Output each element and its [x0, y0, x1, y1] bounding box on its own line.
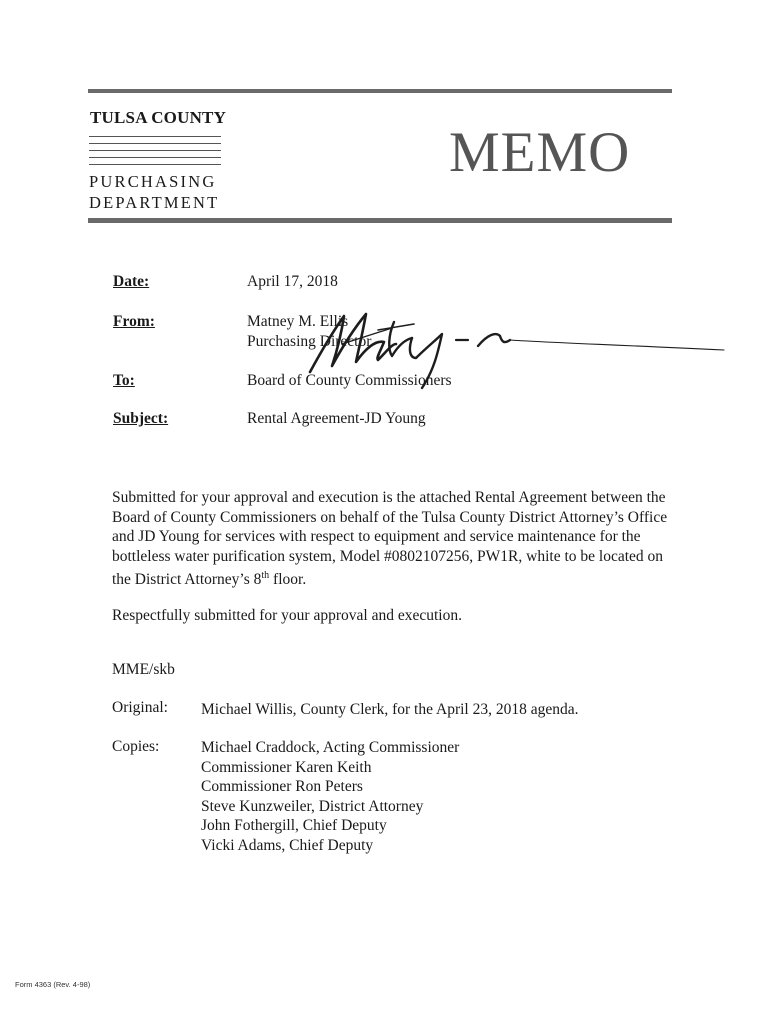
header-divider-line	[89, 143, 221, 144]
copy-recipient: Commissioner Karen Keith	[201, 758, 372, 776]
date-value: April 17, 2018	[247, 273, 338, 290]
to-label: To:	[113, 372, 135, 389]
header-divider-line	[89, 150, 221, 151]
initials: MME/skb	[112, 661, 175, 678]
original-value: Michael Willis, County Clerk, for the April 23, 2018 agenda.	[201, 701, 579, 718]
closing-line: Respectfully submitted for your approval and execution.	[112, 607, 462, 624]
original-label: Original:	[112, 699, 168, 716]
from-name: Matney M. Ellis	[247, 313, 349, 330]
header-bottom-rule	[88, 218, 672, 223]
form-number: Form 4363 (Rev. 4-98)	[15, 980, 91, 989]
department-line-1: PURCHASING	[89, 172, 217, 191]
subject-label: Subject:	[113, 410, 169, 427]
body-paragraph-end: floor.	[269, 571, 307, 589]
header-divider-line	[89, 164, 221, 165]
to-value: Board of County Commissioners	[247, 372, 452, 389]
date-label: Date:	[113, 273, 150, 290]
copies-list	[201, 738, 459, 855]
from-title: Purchasing Director	[247, 333, 372, 350]
ordinal-suffix: th	[261, 570, 270, 581]
memo-title: MEMO	[449, 121, 631, 184]
department-line-2: DEPARTMENT	[89, 193, 220, 212]
copy-recipient: Vicki Adams, Chief Deputy	[201, 836, 374, 854]
copy-recipient: John Fothergill, Chief Deputy	[201, 817, 387, 834]
department-name	[89, 171, 219, 213]
copies-label: Copies:	[112, 738, 160, 755]
body-paragraph	[112, 488, 672, 590]
header-divider-line	[89, 157, 221, 158]
copy-recipient: Michael Craddock, Acting Commissioner	[201, 739, 460, 756]
header-divider-line	[89, 136, 221, 137]
body-paragraph-text: Submitted for your approval and execution is the attached Rental Agreement between the Board of County Commissioners on behalf of the Tulsa County District Attorney’s Office and JD Young for services with respect to equipment and service maintenance for the bottleless water purification system, Model #0802107256, PW1R, white to be located on the District Attorney’s 8	[112, 489, 668, 589]
subject-value: Rental Agreement-JD Young	[247, 410, 426, 427]
from-label: From:	[113, 313, 155, 330]
copy-recipient: Steve Kunzweiler, District Attorney	[201, 797, 424, 815]
header-top-rule	[88, 89, 672, 93]
copy-recipient: Commissioner Ron Peters	[201, 778, 363, 795]
org-name: TULSA COUNTY	[90, 108, 227, 127]
